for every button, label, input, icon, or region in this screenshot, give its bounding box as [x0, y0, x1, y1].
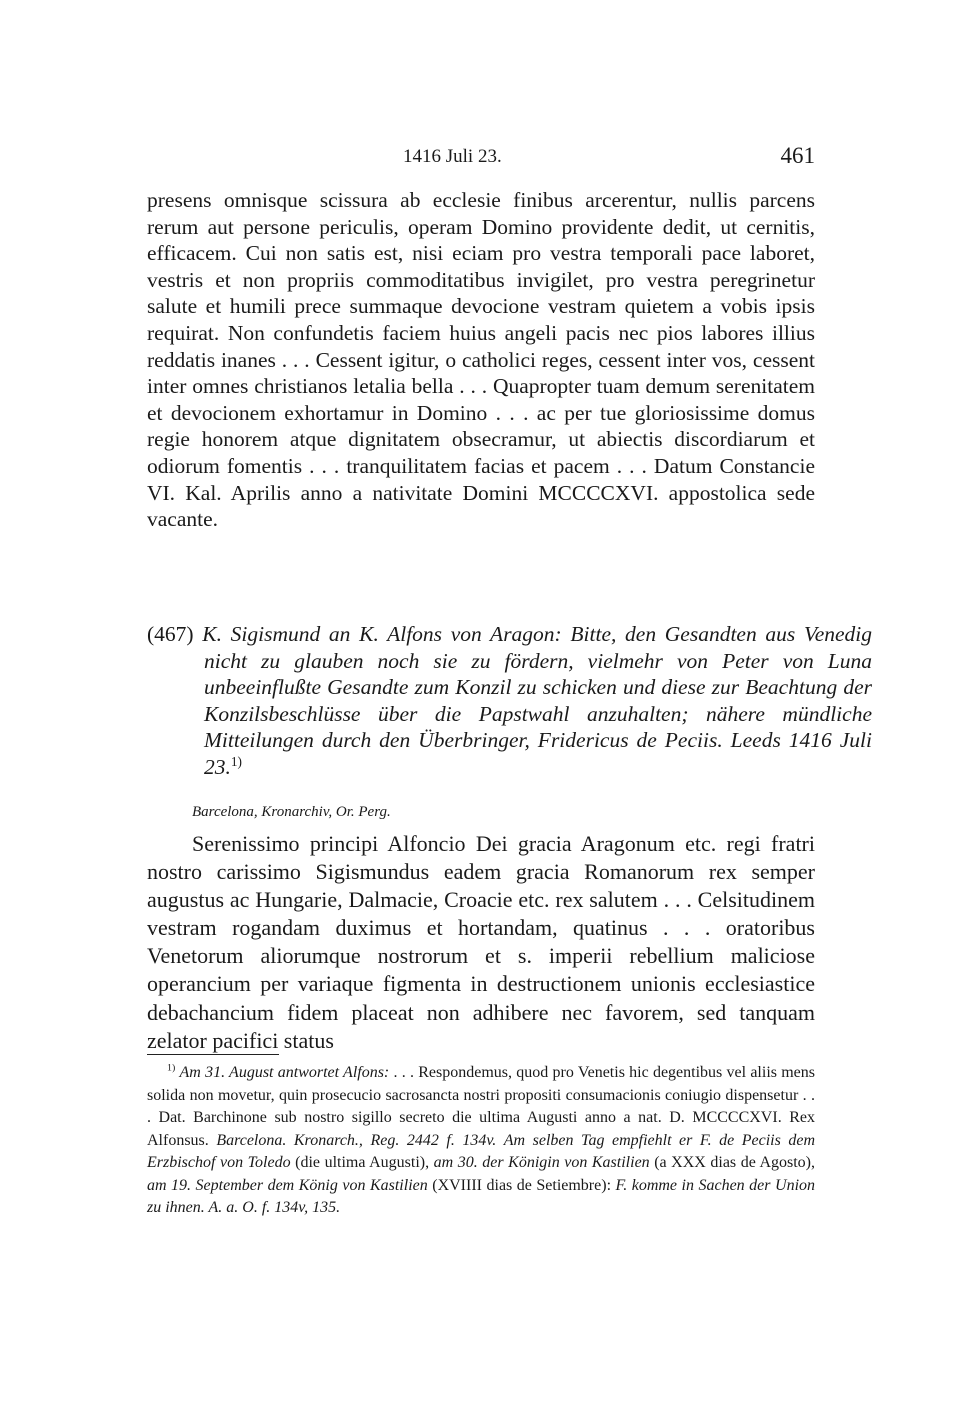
document-regest: K. Sigismund an K. Alfons von Aragon: Bitte, den Gesandten aus Venedig nicht zu glauben noch sie zu fördern, vielmehr von Peter von Luna unbeeinflußte Gesandte zum Konzil zu schicken und diese zur Beachtung der Konzilsbeschlüsse über die Papstwahl anzuhalten; nähere mündliche Mitteilungen durch den Überbringer, Fridericus de Peciis. Leeds 1416 Juli 23.	[202, 622, 872, 779]
footnote-segment: Barcelona. Kronarch., Reg. 2442 f. 134v.	[216, 1131, 497, 1149]
footnote-segment: . . . Respondemus, quod pro Venetis hic degentibus vel aliis mens solida non movetur, quin prosecucio sacrosancta nostri propositi consumacionis coniugio dispensetur . . . Dat. Barchinone sub nostro sigillo secreto die ultima Augusti anno a nat. D. MCCCCXVI. Rex Alfonsus.	[147, 1064, 816, 1149]
body-paragraph: presens omnisque scissura ab ecclesie finibus arcerentur, nullis parcens rerum aut persone periculis, operam Domino providente dedit, ut cernitis, efficacem. Cui non satis est, nisi eciam pro vestra temporali pace laboret, vestris et non propriis commoditatibus invigilet, pro vestra peregrinetur salute et humili prece summaque devocione vestram quietem a vobis ipsis requirat. Non confundetis faciem huius angeli pacis nec pios labores illius reddatis inanes . . . Cessent igitur, o catholici reges, cessent inter vos, cessent inter omnes christianos letalia bella . . . Quapropter tuam demum serenitatem et devocionem exhortamur in Domino . . . ac per tue gloriosissime domus regie honorem atque dignitatem obsecramur, ut abiectis discordiarum et odiorum fomentis . . . tranquilitatem facias et pacem . . . Datum Constancie VI. Kal. Aprilis anno a nativitate Domini MCCCCXVI. appostolica sede vacante.	[147, 188, 815, 532]
footnote-segment	[496, 1132, 504, 1149]
footnote-segment: am 30. der Königin von Kastilien	[433, 1154, 650, 1171]
document-heading	[147, 621, 872, 781]
footnote	[147, 1062, 815, 1220]
page-number: 461	[780, 143, 815, 168]
footnote-body	[147, 1064, 815, 1216]
footnote-divider	[147, 1054, 279, 1055]
footnote-segment: Am selben Tag empfiehlt er F. de Peciis dem Erzbischof von Toledo	[147, 1131, 816, 1171]
footnote-segment: Am 31. August antwortet Alfons:	[179, 1064, 390, 1081]
running-head: 1416 Juli 23.	[403, 146, 502, 167]
page-header	[147, 143, 815, 172]
footnote-segment: am 19. September dem König von Kastilien	[147, 1176, 428, 1194]
document-number: (467)	[147, 622, 194, 646]
footnote-marker: 1)	[167, 1062, 176, 1074]
footnote-segment: F. komme in Sachen der Union zu ihnen. A. a. O. f. 134v, 135.	[147, 1176, 816, 1216]
source-citation: Barcelona, Kronarchiv, Or. Perg.	[192, 804, 391, 820]
letter-text: Serenissimo principi Alfoncio Dei gracia Aragonum etc. regi fratri nostro carissimo Sigismundus eadem gracia Romanorum rex semper augustus ac Hungarie, Dalmacie, Croacie etc. rex salutem . . . Celsitudinem vestram rogandam duximus et hortandam, quatinus . . . oratoribus Venetorum aliorumque nostrorum et s. imperii rebellium maliciose operancium per variaque figmenta in destructionem unionis ecclesiastice debachancium fidem placeat non adhibere nec favorem, sed tanquam zelator pacifici status	[147, 831, 815, 1053]
footnote-segment: (die ultima Augusti),	[290, 1154, 434, 1171]
footnote-reference: 1)	[230, 753, 242, 769]
footnote-segment: (a XXX dias de Agosto),	[649, 1154, 816, 1171]
footnote-segment: (XVIIII dias de Setiembre):	[427, 1176, 616, 1194]
